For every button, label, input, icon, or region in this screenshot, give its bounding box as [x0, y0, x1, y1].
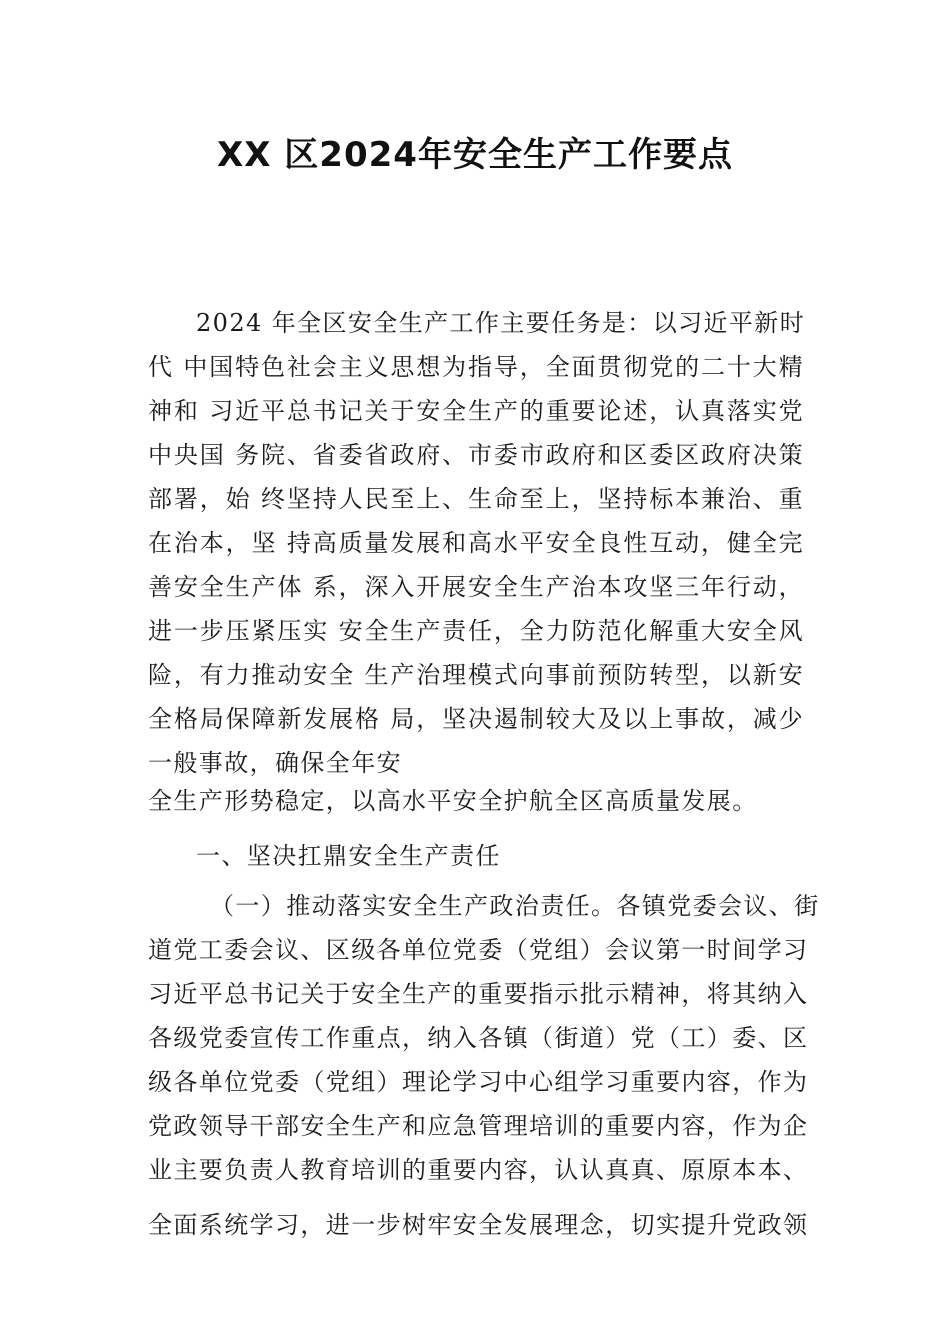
document-title: XX 区2024年安全生产工作要点 [217, 135, 733, 175]
text-line: 善安全生产体 系，深入开展安全生产治本攻坚三年行动， [148, 573, 804, 601]
text-line: 在治本，坚 持高质量发展和高水平安全良性互动，健全完 [148, 529, 804, 557]
text-line: 各级党委宣传工作重点，纳入各镇（街道）党（工）委、区 [148, 1024, 809, 1052]
text-line: 全格局保障新发展格 局，坚决遏制较大及以上事故，减少 [148, 705, 804, 733]
text-line: 道党工委会议、区级各单位党委（党组）会议第一时间学习 [148, 936, 809, 964]
text-line: 级各单位党委（党组）理论学习中心组学习重要内容，作为 [148, 1068, 809, 1096]
paragraph-section-1 [148, 884, 820, 1192]
text-line: 全面系统学习，进一步树牢安全发展理念，切实提升党政领 [148, 1211, 809, 1239]
text-line: 中央国 务院、省委省政府、市委市政府和区委区政府决策 [148, 441, 804, 469]
text-line: 代 中国特色社会主义思想为指导，全面贯彻党的二十大精 [148, 353, 804, 381]
text-line: 险，有力推动安全 生产治理模式向事前预防转型，以新安 [148, 661, 804, 689]
text-line: （一）推动落实安全生产政治责任。各镇党委会议、街 [210, 892, 820, 920]
text-line: 2024 年全区安全生产工作主要任务是：以习近平新时 [196, 309, 806, 337]
paragraph-continuation [148, 1203, 809, 1247]
section-heading-text: 一、坚决扛鼎安全生产责任 [196, 842, 501, 870]
text-line: 一般事故，确保全年安 [148, 749, 402, 777]
section-heading [148, 834, 804, 878]
text-line: 全生产形势稳定，以高水平安全护航全区高质量发展。 [148, 787, 758, 815]
text-line: 习近平总书记关于安全生产的重要指示批示精神，将其纳入 [148, 980, 809, 1008]
text-line: 业主要负责人教育培训的重要内容，认认真真、原原本本、 [148, 1156, 809, 1184]
text-line: 部署，始 终坚持人民至上、生命至上，坚持标本兼治、重 [148, 485, 804, 513]
paragraph-continuation [148, 779, 804, 823]
text-line: 神和 习近平总书记关于安全生产的重要论述，认真落实党 [148, 397, 804, 425]
text-line: 进一步压紧压实 安全生产责任，全力防范化解重大安全风 [148, 617, 804, 645]
paragraph-intro [148, 301, 804, 785]
text-line: 党政领导干部安全生产和应急管理培训的重要内容，作为企 [148, 1112, 809, 1140]
